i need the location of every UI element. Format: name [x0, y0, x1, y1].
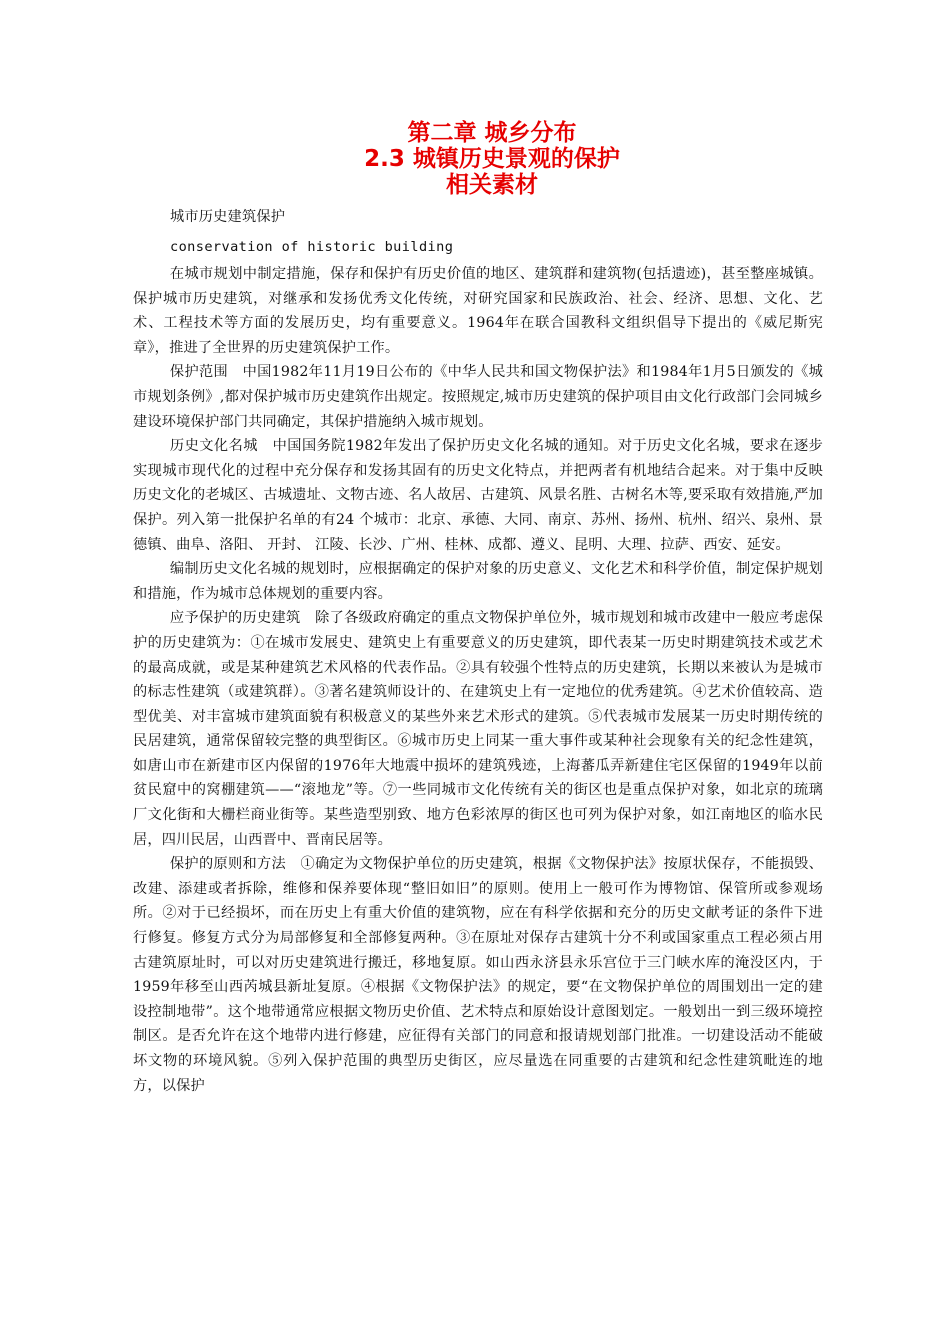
document-page: [133, 120, 823, 1098]
heading-english: conservation of historic building: [170, 239, 454, 255]
paragraph-planning: 编制历史文化名城的规划时，应根据确定的保护对象的历史意义、文化艺术和科学价值，制定保护规划和措施，作为城市总体规划的重要内容。: [133, 561, 823, 602]
heading-chinese: 城市历史建筑保护: [170, 209, 286, 225]
material-title: 相关素材: [446, 172, 538, 198]
paragraph-principles: 保护的原则和方法 ①确定为文物保护单位的历史建筑，根据《文物保护法》按原状保存，不能损毁、改建、添建或者拆除，维修和保养要体现“整旧如旧”的原则。使用上一般可作为博物馆、保管所或参观场所。②对于已经损坏，而在历史上有重大价值的建筑物，应在有科学依据和充分的历史文献考证的条件下进行修复。修复方式分为局部修复和全部修复两种。③在原址对保存古建筑十分不利或国家重点工程必须占用古建筑原址时，可以对历史建筑进行搬迁，移地复原。如山西永济县永乐宫位于三门峡水库的淹没区内，于1959年移至山西芮城县新址复原。④根据《文物保护法》的规定，要“在文物保护单位的周围划出一定的建设控制地带”。这个地带通常应根据文物历史价值、艺术特点和原始设计意图划定。一般划出一到三级环境控制区。是否允许在这个地带内进行修建，应征得有关部门的同意和报请规划部门批准。一切建设活动不能破坏文物的环境风貌。⑤列入保护范围的典型历史街区，应尽量选在同重要的古建筑和纪念性建筑毗连的地方，以保护: [133, 856, 823, 1094]
paragraph-protected-buildings: 应予保护的历史建筑 除了各级政府确定的重点文物保护单位外，城市规划和城市改建中一般应考虑保护的历史建筑为：①在城市发展史、建筑史上有重要意义的历史建筑，即代表某一历史时期建筑技术或艺术的最高成就，或是某种建筑艺术风格的代表作品。②具有较强个性特点的历史建筑，长期以来被认为是城市的标志性建筑（或建筑群）。③著名建筑师设计的、在建筑史上有一定地位的优秀建筑。④艺术价值较高、造型优美、对丰富城市建筑面貌有积极意义的某些外来艺术形式的建筑。⑤代表城市发展某一历史时期传统的民居建筑，通常保留较完整的典型街区。⑥城市历史上同某一重大事件或某种社会现象有关的纪念性建筑，如唐山市在新建市区内保留的1976年大地震中损坏的建筑残迹，上海蕃瓜弄新建住宅区保留的1949年以前贫民窟中的窝棚建筑——“滚地龙”等。⑦一些同城市文化传统有关的街区也是重点保护对象，如北京的琉璃厂文化街和大栅栏商业街等。某些造型别致、地方色彩浓厚的街区也可列为保护对象，如江南地区的临水民居，四川民居，山西晋中、晋南民居等。: [133, 610, 823, 848]
document-body: [133, 202, 823, 1098]
paragraph-famous-cities: 历史文化名城 中国国务院1982年发出了保护历史文化名城的通知。对于历史文化名城，要求在逐步实现城市现代化的过程中充分保存和发扬其固有的历史文化特点，并把两者有机地结合起来。对于集中反映历史文化的老城区、古城遗址、文物古迹、名人故居、古建筑、风景名胜、古树名木等,要采取有效措施,严加保护。列入第一批保护名单的有24 个城市：北京、承德、大同、南京、苏州、扬州、杭州、绍兴、泉州、景德镇、曲阜、洛阳、 开封、 江陵、长沙、广州、桂林、成都、遵义、昆明、大理、拉萨、西安、延安。: [133, 438, 823, 553]
chapter-title: 第二章 城乡分布: [407, 120, 577, 146]
section-title: 2.3 城镇历史景观的保护: [364, 146, 620, 172]
title-block: [161, 120, 823, 198]
paragraph-scope: 保护范围 中国1982年11月19日公布的《中华人民共和国文物保护法》和1984年1月5日颁发的《城市规划条例》,都对保护城市历史建筑作出规定。按照规定,城市历史建筑的保护项目由文化行政部门会同城乡建设环境保护部门共同确定，其保护措施纳入城市规划。: [133, 364, 823, 430]
paragraph-intro: 在城市规划中制定措施，保存和保护有历史价值的地区、建筑群和建筑物(包括遗迹)，甚至整座城镇。保护城市历史建筑，对继承和发扬优秀文化传统，对研究国家和民族政治、社会、经济、思想、文化、艺术、工程技术等方面的发展历史，均有重要意义。1964年在联合国教科文组织倡导下提出的《威尼斯宪章》，推进了全世界的历史建筑保护工作。: [133, 266, 823, 356]
